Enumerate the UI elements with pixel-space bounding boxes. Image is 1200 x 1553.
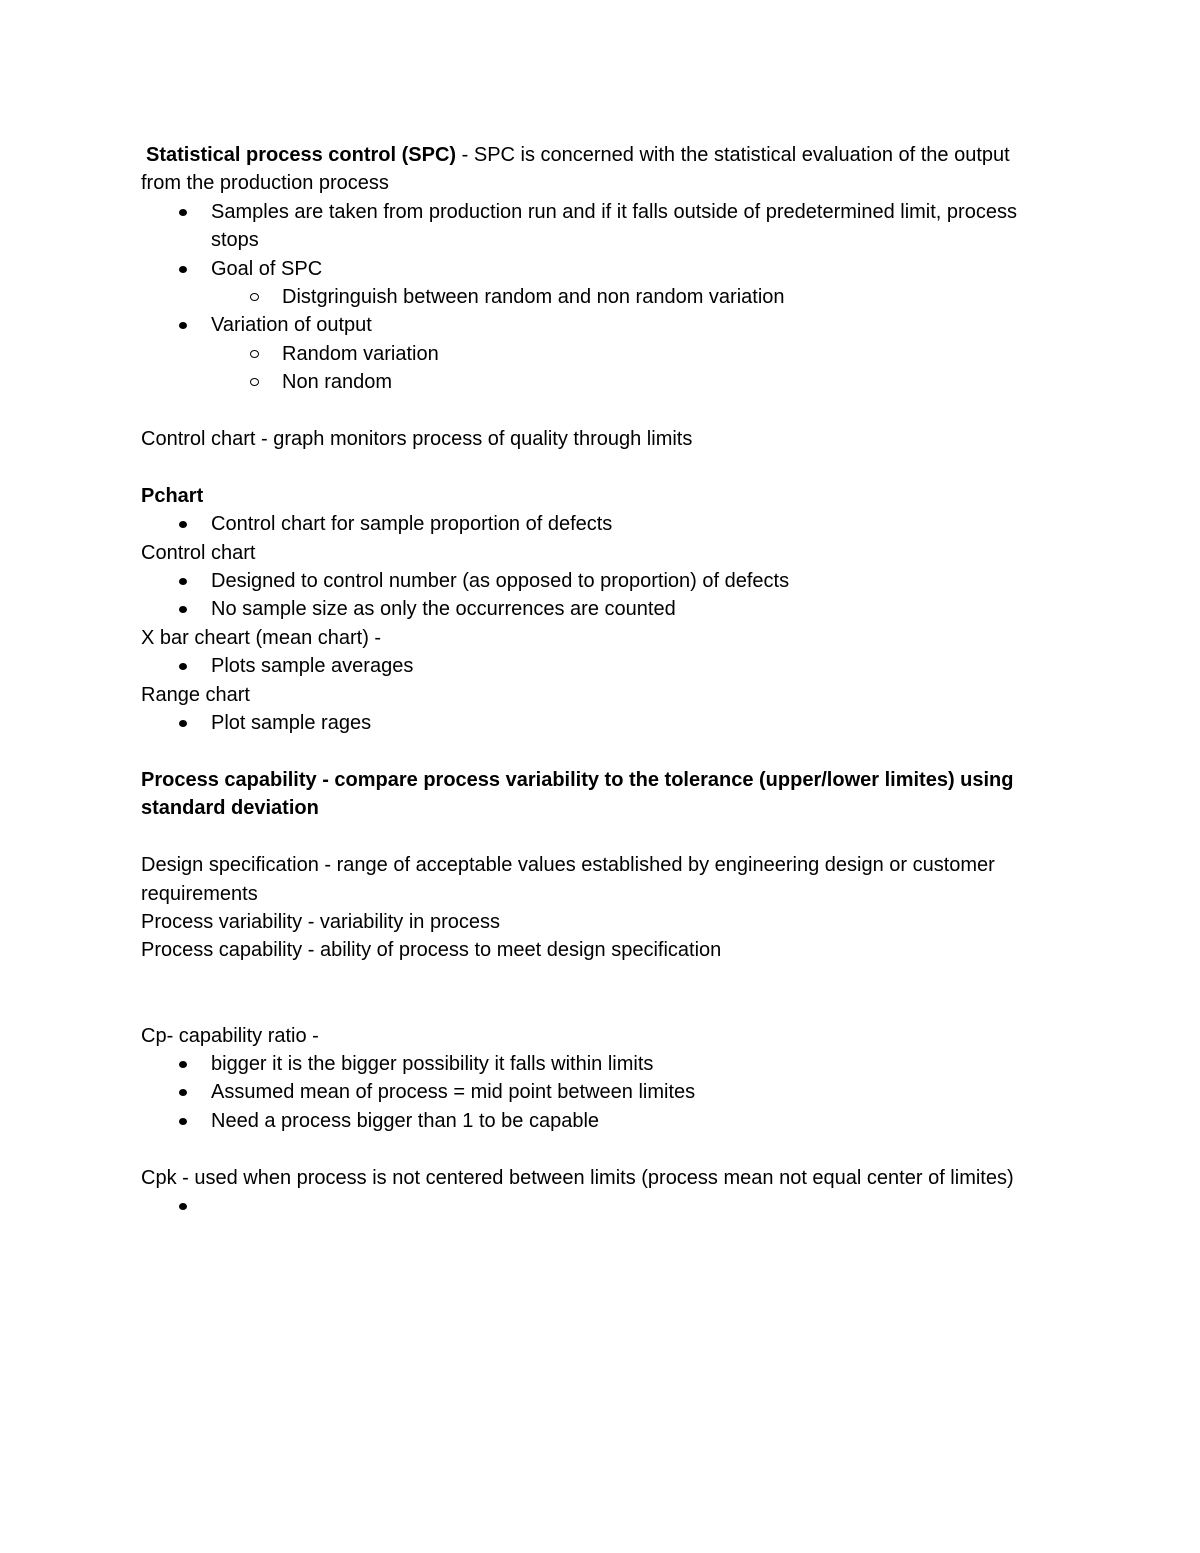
spc-continuation: from the production process <box>141 172 389 195</box>
control-chart-heading: Control chart <box>141 541 256 564</box>
spacer <box>141 823 1041 851</box>
sub-list-item: Distgringuish between random and non random variation <box>141 283 1041 311</box>
xbar-bullet-list <box>141 652 1041 680</box>
list-item <box>141 255 1041 312</box>
pchart-bullet-list <box>141 510 1041 538</box>
spc-bullet-list <box>141 198 1041 397</box>
xbar-heading: X bar cheart (mean chart) - <box>141 626 382 649</box>
control-chart-definition: Control chart - graph monitors process of quality through limits <box>141 428 693 451</box>
spacer <box>141 965 1041 1022</box>
list-item: Assumed mean of process = mid point between limites <box>141 1078 1041 1106</box>
list-item: Plots sample averages <box>141 652 1041 680</box>
range-chart-heading: Range chart <box>141 683 250 706</box>
cp-bullet-list <box>141 1050 1041 1135</box>
list-item <box>141 1192 1041 1220</box>
process-capability-heading: Process capability - compare process variability to the tolerance (upper/lower limites) using standard deviation <box>141 768 1014 820</box>
list-item: Designed to control number (as opposed to proportion) of defects <box>141 567 1041 595</box>
sub-list-item: Non random <box>141 368 1041 396</box>
pchart-heading: Pchart <box>141 484 204 507</box>
sub-list-item: Random variation <box>141 340 1041 368</box>
process-variability-definition: Process variability - variability in process <box>141 910 501 933</box>
spacer <box>141 738 1041 766</box>
sub-bullet-list <box>141 283 1041 311</box>
list-item-label: Goal of SPC <box>211 257 323 280</box>
list-item: Plot sample rages <box>141 709 1041 737</box>
process-capability-definition: Process capability - ability of process to meet design specification <box>141 939 722 962</box>
spacer <box>141 453 1041 481</box>
cp-heading: Cp- capability ratio - <box>141 1024 319 1047</box>
cpk-heading: Cpk - used when process is not centered between limits (process mean not equal center of limites) <box>141 1166 1014 1189</box>
spacer <box>141 397 1041 425</box>
list-item: Samples are taken from production run and if it falls outside of predetermined limit, process stops <box>141 198 1041 255</box>
document-page <box>141 141 1041 1220</box>
list-item: Control chart for sample proportion of defects <box>141 510 1041 538</box>
list-item-label: Variation of output <box>211 314 372 337</box>
sub-bullet-list <box>141 340 1041 397</box>
spc-paragraph <box>141 141 1041 169</box>
list-item <box>141 311 1041 396</box>
spc-description: - SPC is concerned with the statistical evaluation of the output <box>456 144 1010 166</box>
spacer <box>141 1135 1041 1163</box>
list-item: Need a process bigger than 1 to be capable <box>141 1107 1041 1135</box>
range-chart-bullet-list <box>141 709 1041 737</box>
list-item: bigger it is the bigger possibility it falls within limits <box>141 1050 1041 1078</box>
control-chart-bullet-list <box>141 567 1041 624</box>
design-specification-definition: Design specification - range of acceptable values established by engineering design or customer requirements <box>141 854 995 905</box>
spc-title: Statistical process control (SPC) <box>146 144 457 166</box>
list-item: No sample size as only the occurrences are counted <box>141 595 1041 623</box>
cpk-bullet-list <box>141 1192 1041 1220</box>
